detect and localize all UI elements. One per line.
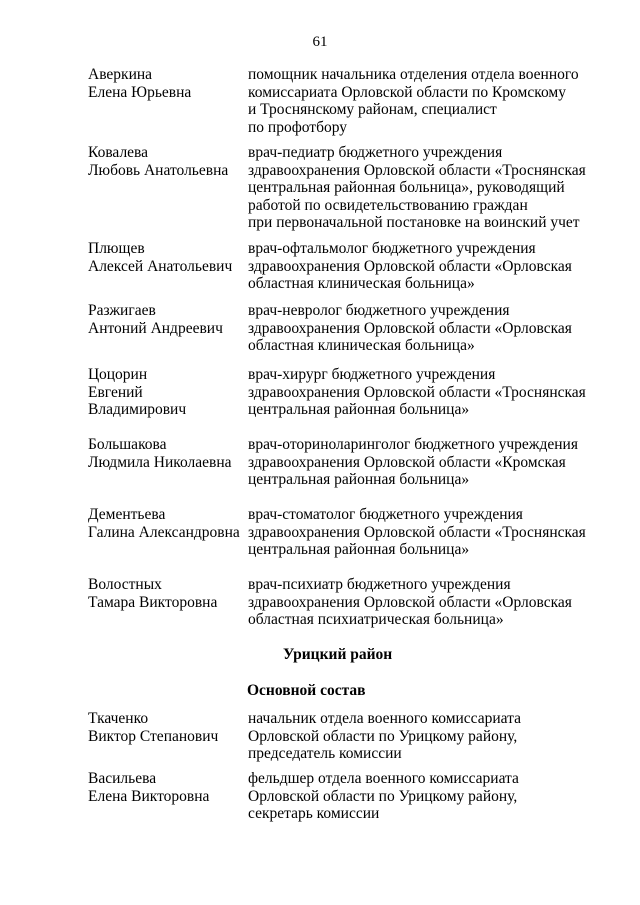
role-line: областная клиническая больница» <box>248 275 475 292</box>
role-line: врач-стоматолог бюджетного учреждения <box>248 506 523 523</box>
member-entry <box>88 66 598 136</box>
member-given-names: Тамара Викторовна <box>88 593 218 611</box>
role-line: председатель комиссии <box>248 745 402 762</box>
role-line: здравоохранения Орловской области «Кромская <box>248 453 566 471</box>
role-line: областная психиатрическая больница» <box>248 611 504 628</box>
member-entry <box>88 576 598 629</box>
role-line: здравоохранения Орловской области «Троснянская <box>248 161 586 179</box>
role-line: врач-оториноларинголог бюджетного учреждения <box>248 436 578 453</box>
role-line: комиссариата Орловской области по Кромскому <box>248 83 566 101</box>
role-line: центральная районная больница» <box>248 471 470 488</box>
role-line: врач-психиатр бюджетного учреждения <box>248 576 511 593</box>
member-name <box>88 770 248 823</box>
member-given-names: Любовь Анатольевна <box>88 161 229 179</box>
member-surname: Цоцорин <box>88 366 148 383</box>
role-line: врач-педиатр бюджетного учреждения <box>248 144 503 161</box>
subsection-heading-main-composition: Основной состав <box>247 682 366 699</box>
member-given-names: Алексей Анатольевич <box>88 257 233 275</box>
role-line: здравоохранения Орловской области «Орловская <box>248 319 572 337</box>
member-surname: Плющев <box>88 240 145 257</box>
member-role <box>248 366 598 419</box>
member-name <box>88 436 248 489</box>
member-role <box>248 506 598 559</box>
member-patronymic: Владимирович <box>88 401 187 418</box>
member-given-names: Людмила Николаевна <box>88 453 232 471</box>
role-line: здравоохранения Орловской области «Троснянская <box>248 523 586 541</box>
member-name <box>88 366 248 419</box>
role-line: фельдшер отдела военного комиссариата <box>248 770 519 787</box>
member-name <box>88 576 248 629</box>
member-entry <box>88 144 598 232</box>
member-entry <box>88 302 598 355</box>
member-name <box>88 710 248 763</box>
role-line: по профотбору <box>248 118 348 136</box>
member-role <box>248 240 598 293</box>
role-line: врач-хирург бюджетного учреждения <box>248 366 496 383</box>
member-surname: Волостных <box>88 576 162 593</box>
role-line: врач-невролог бюджетного учреждения <box>248 302 510 319</box>
role-line: здравоохранения Орловской области «Троснянская <box>248 383 586 401</box>
role-line: центральная районная больница» <box>248 541 470 558</box>
role-line: работой по освидетельствованию граждан <box>248 196 528 214</box>
member-entry <box>88 436 598 489</box>
role-line: при первоначальной постановке на воинский учет <box>248 214 580 231</box>
member-surname: Разжигаев <box>88 302 156 319</box>
member-role <box>248 302 598 355</box>
member-given-names: Елена Юрьевна <box>88 83 192 101</box>
member-role <box>248 710 598 763</box>
member-surname: Аверкина <box>88 66 153 83</box>
role-line: центральная районная больница», руководящий <box>248 179 565 196</box>
member-entry <box>88 710 598 763</box>
role-line: врач-офтальмолог бюджетного учреждения <box>248 240 536 257</box>
member-role <box>248 770 598 823</box>
role-line: секретарь комиссии <box>248 805 380 822</box>
member-given-names: Галина Александровна <box>88 523 240 541</box>
member-given-names: Евгений <box>88 383 143 401</box>
role-line: здравоохранения Орловской области «Орловская <box>248 593 572 611</box>
member-given-names: Елена Викторовна <box>88 787 210 805</box>
member-surname: Дементьева <box>88 506 166 523</box>
member-given-names: Антоний Андреевич <box>88 319 223 337</box>
member-surname: Ковалева <box>88 144 149 161</box>
role-line: здравоохранения Орловской области «Орловская <box>248 257 572 275</box>
member-given-names: Виктор Степанович <box>88 727 219 745</box>
role-line: Орловской области по Урицкому району, <box>248 787 518 805</box>
member-role <box>248 576 598 629</box>
role-line: начальник отдела военного комиссариата <box>248 710 521 727</box>
member-name <box>88 506 248 559</box>
member-surname: Ткаченко <box>88 710 149 727</box>
member-role <box>248 436 598 489</box>
member-surname: Большакова <box>88 436 167 453</box>
member-role <box>248 144 598 232</box>
member-surname: Васильева <box>88 770 157 787</box>
member-role <box>248 66 598 136</box>
role-line: и Троснянскому районам, специалист <box>248 101 497 118</box>
member-name <box>88 240 248 293</box>
role-line: областная клиническая больница» <box>248 337 475 354</box>
member-entry <box>88 366 598 419</box>
member-name <box>88 66 248 136</box>
role-line: Орловской области по Урицкому району, <box>248 727 518 745</box>
page-number: 61 <box>312 34 328 50</box>
section-heading-district: Урицкий район <box>283 646 393 663</box>
role-line: центральная районная больница» <box>248 401 470 418</box>
member-name <box>88 144 248 232</box>
role-line: помощник начальника отделения отдела военного <box>248 66 579 83</box>
member-entry <box>88 240 598 293</box>
member-entry <box>88 770 598 823</box>
member-entry <box>88 506 598 559</box>
member-name <box>88 302 248 355</box>
